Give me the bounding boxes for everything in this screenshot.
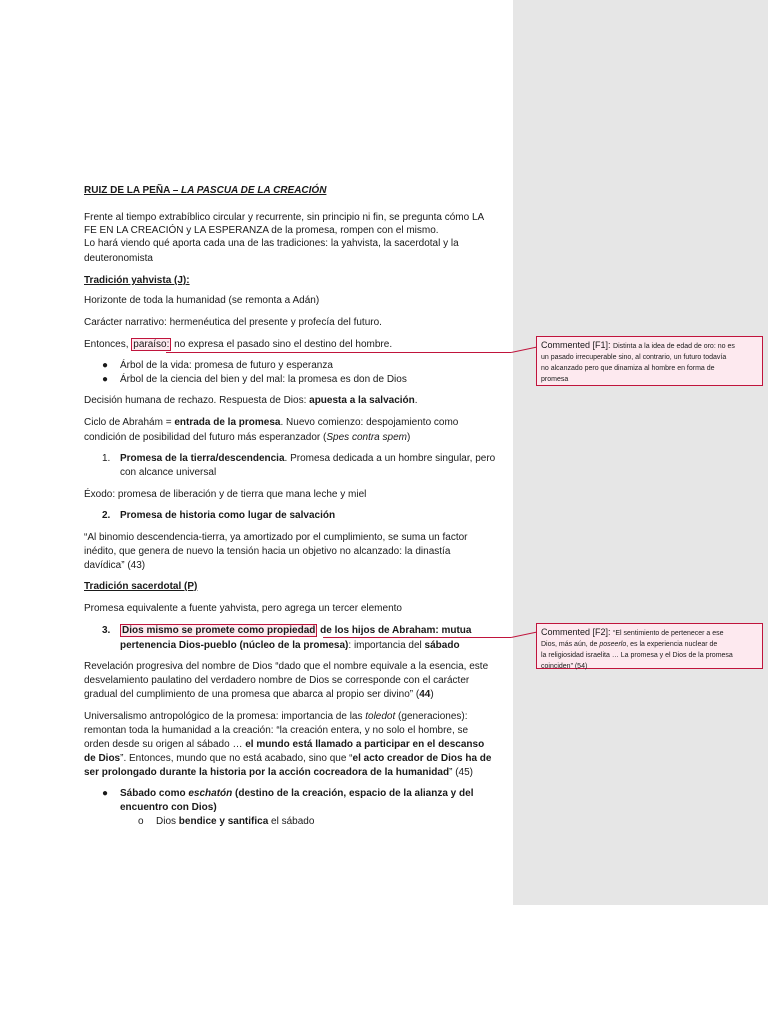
caracter-line: Carácter narrativo: hermenéutica del presente y profecía del futuro. (84, 317, 382, 328)
quote-line-2: inédito, que genera de nuevo la tensión hacia un objetivo no alcanzado: la dinastía (84, 546, 451, 557)
bullet-icon: ● (102, 374, 109, 385)
section-heading-sacerdotal: Tradición sacerdotal (P) (84, 581, 198, 592)
revelacion-line-2: desvelamiento paulatino del verdadero nombre de Dios se corresponde con el carácter (84, 675, 470, 686)
circle-bullet-icon: o (138, 816, 144, 827)
universalismo-line-1: Universalismo antropológico de la promesa: importancia de las toledot (generaciones): (84, 711, 468, 722)
exodo-line: Éxodo: promesa de liberación y de tierra que mana leche y miel (84, 489, 367, 500)
comment-connector-f1 (166, 352, 511, 353)
revelacion-line-1: Revelación progresiva del nombre de Dios “dado que el nombre equivale a la esencia, este (84, 661, 489, 672)
comment-balloon-f1[interactable]: Commented [F1]: Distinta a la idea de edad de oro: no es un pasado irrecuperable sino, al contrario, un futuro todavía no alcanzado pero que dinamiza al hombre en forma de promesa (536, 336, 763, 386)
comment-label: Commented [F1]: (541, 340, 614, 350)
comment-label: Commented [F2]: (541, 627, 614, 637)
revelacion-line-3: gradual del cumplimiento de una promesa que abarca al propio ser divino” (44) (84, 689, 434, 700)
ciclo-line-1: Ciclo de Abrahám = entrada de la promesa. Nuevo comienzo: despojamiento como (84, 417, 459, 428)
comments-margin-pane (513, 0, 768, 905)
intro-line-4: deuteronomista (84, 253, 153, 264)
decision-line: Decisión humana de rechazo. Respuesta de Dios: apuesta a la salvación. (84, 395, 418, 406)
document-title: RUIZ DE LA PEÑA – LA PASCUA DE LA CREACIÓN (84, 185, 327, 196)
universalismo-line-4: de Dios”. Entonces, mundo que no está acabado, sino que “el acto creador de Dios ha de (84, 753, 492, 764)
intro-line-3: Lo hará viendo qué aporta cada una de las tradiciones: la yahvista, la sacerdotal y la (84, 238, 459, 249)
universalismo-line-5: ser prolongado durante la historia por la acción cocreadora de la humanidad” (45) (84, 767, 473, 778)
quote-line-3: davídica” (43) (84, 560, 146, 571)
universalismo-line-3: orden desde su origen al sábado … el mundo está llamado a participar en el descanso (84, 739, 485, 750)
ciclo-line-2: condición de posibilidad del futuro más esperanzador (Spes contra spem) (84, 432, 411, 443)
universalismo-line-2: remontan toda la humanidad a la creación: “la creación entera, y no solo el hombre, se (84, 725, 469, 736)
bullet-icon: ● (102, 360, 109, 371)
sabado-bullet-line-2: encuentro con Dios) (120, 802, 217, 813)
intro-line-1: Frente al tiempo extrabíblico circular y recurrente, sin principio ni fin, se pregunta cómo LA (84, 212, 485, 223)
quote-line-1: “Al binomio descendencia-tierra, ya amortizado por el cumplimiento, se suma un factor (84, 532, 468, 543)
intro-line-2: FE EN LA CREACIÓN y LA ESPERANZA de la promesa, rompen con el mismo. (84, 225, 439, 236)
comment-anchor-f1[interactable]: paraíso: (133, 339, 170, 350)
entonces-line: Entonces, paraíso: no expresa el pasado sino el destino del hombre. (84, 339, 393, 350)
comment-balloon-f2[interactable]: Commented [F2]: “El sentimiento de pertenecer a ese Dios, más aún, de poseerlo, es la experiencia nuclear de la religiosidad israelita … La promesa y el Dios de la promesa coinciden” (54) (536, 623, 763, 669)
bullet-icon: ● (102, 788, 109, 799)
horizonte-line: Horizonte de toda la humanidad (se remonta a Adán) (84, 295, 320, 306)
comment-connector-f2 (323, 637, 511, 638)
promesa-line: Promesa equivalente a fuente yahvista, pero agrega un tercer elemento (84, 603, 402, 614)
numbered-item-3-line-2: pertenencia Dios-pueblo (núcleo de la promesa): importancia del sábado (120, 640, 460, 651)
section-heading-yahvista: Tradición yahvista (J): (84, 275, 190, 286)
comment-anchor-f2[interactable]: Dios mismo se promete como propiedad (122, 625, 316, 636)
numbered-item-1-line-2: con alcance universal (120, 467, 217, 478)
